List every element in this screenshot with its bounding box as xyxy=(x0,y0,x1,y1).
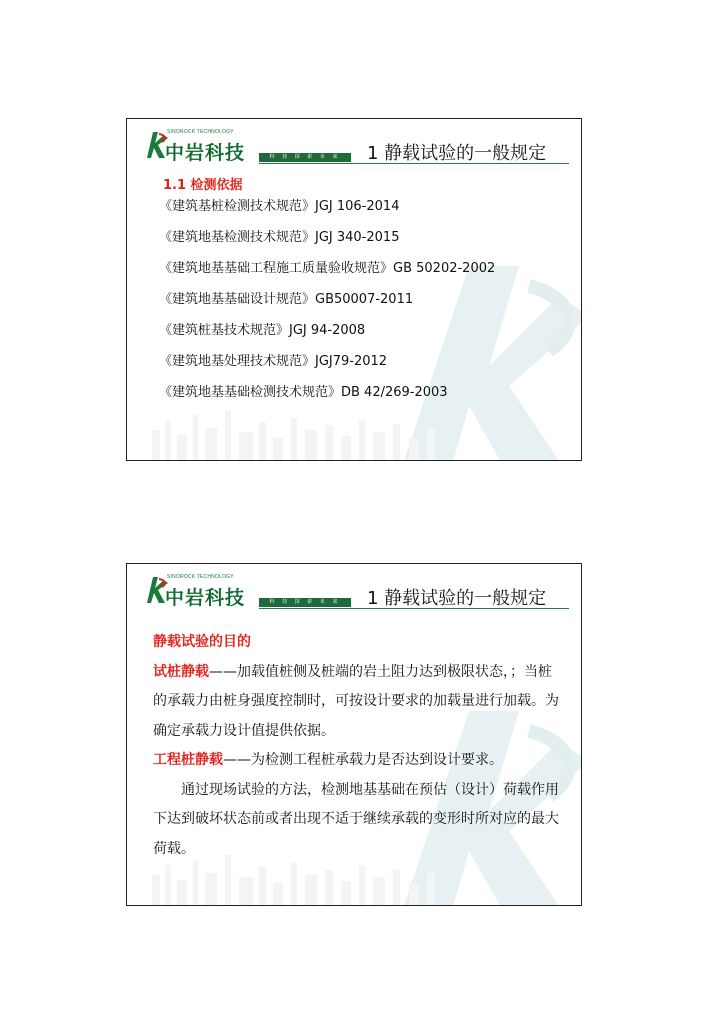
logo-chinese-name: 中岩科技 xyxy=(165,587,246,609)
pile-test-paragraph xyxy=(153,658,563,747)
slide-1 xyxy=(126,118,582,461)
logo-english-name: SINOROCK TECHNOLOGY xyxy=(167,574,234,580)
engineering-pile-text: ——为检测工程桩承载力是否达到设计要求。 xyxy=(223,752,503,768)
slide-header xyxy=(127,119,581,171)
list-item: 《建筑桩基技术规范》JGJ 94-2008 xyxy=(159,323,366,338)
engineering-pile-term: 工程桩静载 xyxy=(153,752,223,768)
list-item: 《建筑基桩检测技术规范》JGJ 106-2014 xyxy=(159,199,400,214)
list-item: 《建筑地基处理技术规范》JGJ79-2012 xyxy=(159,354,388,369)
slide-2 xyxy=(126,563,582,906)
slogan-text: 科 技 探 索 未 来 xyxy=(269,599,341,605)
slide-title: 1 静载试验的一般规定 xyxy=(367,143,547,164)
logo-english-name: SINOROCK TECHNOLOGY xyxy=(167,129,234,135)
purpose-heading: 静载试验的目的 xyxy=(153,634,251,650)
slogan-text: 科 技 探 索 未 来 xyxy=(269,154,341,160)
section-subtitle: 1.1 检测依据 xyxy=(163,178,243,193)
purpose-section xyxy=(153,628,563,864)
list-item: 《建筑地基基础工程施工质量验收规范》GB 50202-2002 xyxy=(159,261,496,276)
pile-test-term: 试桩静载 xyxy=(153,663,209,680)
slide-header xyxy=(127,564,581,616)
slide-title: 1 静载试验的一般规定 xyxy=(367,588,547,609)
logo-chinese-name: 中岩科技 xyxy=(165,142,246,164)
list-item: 《建筑地基检测技术规范》JGJ 340-2015 xyxy=(159,230,400,245)
pile-test-text: ——加载值桩侧及桩端的岩土阻力达到极限状态，；当桩的承载力由桩身强度控制时，可按设计要求的加载量进行加载。为确定承载力设计值提供依据。 xyxy=(153,663,559,739)
list-item: 《建筑地基基础设计规范》GB50007-2011 xyxy=(159,292,414,307)
reference-list xyxy=(159,199,495,416)
method-paragraph: 通过现场试验的方法，检测地基基础在预估（设计）荷载作用下达到破坏状态前或者出现不适于继续承载的变形时所对应的最大荷载。 xyxy=(153,781,559,857)
engineering-pile-paragraph xyxy=(153,746,563,776)
list-item: 《建筑地基基础检测技术规范》DB 42/269-2003 xyxy=(159,385,448,400)
